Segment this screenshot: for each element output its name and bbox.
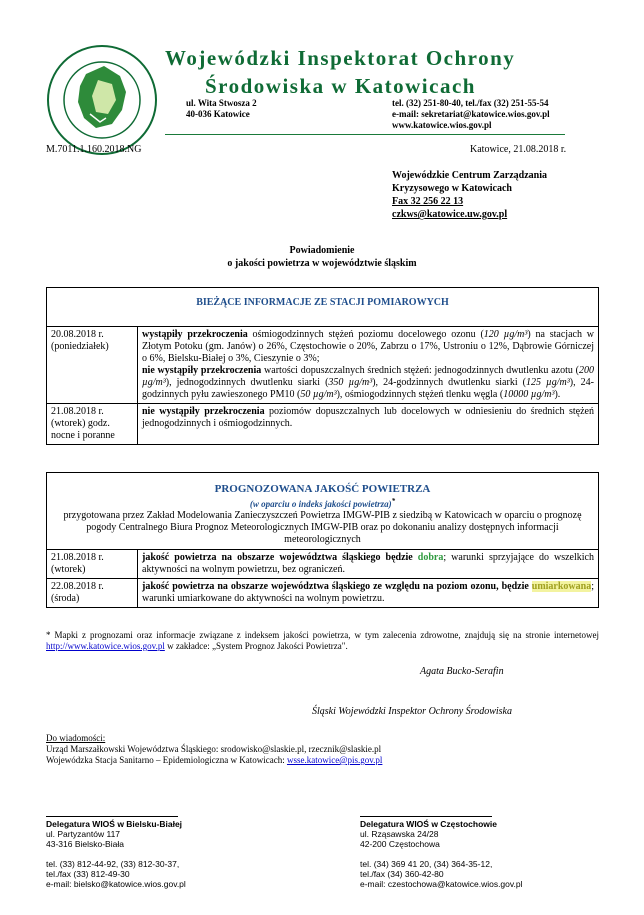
forecast-intro: przygotowana przez Zakład Modelowania Zanieczyszczeń Powietrza IMGW-PIB z siedzibą w Katowicach w oparciu o prognozę pogody Centralnego Biura Prognoz Meteorologicznych IMGW-PIB oraz po dokonaniu analizy dostępnych informacji meteorologicznych (63, 510, 582, 545)
text-fragment: wartości dopuszczalnych średnich stężeń: jednogodzinnych dwutlenku azotu ( (261, 365, 579, 376)
no-exceedance-label: nie wystąpiły przekroczenia (142, 365, 262, 376)
signature-role: Śląski Wojewódzki Inspektor Ochrony Środowiska (312, 706, 512, 717)
address-line-2: 40-036 Katowice (186, 109, 250, 119)
text-fragment: ). (554, 389, 561, 400)
recipient-line-2: Kryzysowego w Katowicach (392, 183, 512, 194)
table-row (47, 404, 599, 445)
row-date: 22.08.2018 r. (51, 581, 104, 592)
exceedance-paragraph (142, 329, 594, 365)
row-date: 21.08.2018 r. (51, 406, 104, 417)
contact-line-1: tel. (32) 251-80-40, tel./fax (32) 251-55-54 (392, 98, 549, 108)
title-line-2: Środowiska w Katowicach (205, 74, 476, 98)
current-info-table (46, 287, 599, 445)
unit: 350 µg/m³ (328, 377, 373, 388)
table-row (47, 327, 599, 404)
document-reference: M.7011.1.160.2018.NG (46, 144, 142, 155)
recipient-email[interactable]: czkws@katowice.uw.gov.pl (392, 209, 508, 220)
distribution-text: Wojewódzka Stacja Sanitarno – Epidemiologiczna w Katowicach: (46, 755, 287, 765)
row-day: (środa) (51, 593, 80, 604)
unit: 10000 µg/m³ (503, 389, 555, 400)
forecast-statement: jakość powietrza na obszarze województwa śląskiego ze względu na poziom ozonu, będzie (142, 581, 529, 592)
forecast-subheading-text: (w oparciu o indeks jakości powietrza) (249, 499, 392, 509)
place-date: Katowice, 21.08.2018 r. (470, 144, 567, 155)
signature-name: Agata Bucko-Serafin (420, 666, 504, 677)
current-heading: BIEŻĄCE INFORMACJE ZE STACJI POMIAROWYCH (196, 297, 449, 308)
wios-logo (46, 44, 158, 156)
distribution-line-1: Urząd Marszałkowski Województwa Śląskiego: srodowisko@slaskie.pl, rzecznik@slaskie.pl (46, 744, 382, 754)
branch-phone: tel. (33) 812-44-92, (33) 812-30-37, (46, 859, 180, 869)
forecast-heading: PROGNOZOWANA JAKOŚĆ POWIETRZA (214, 483, 431, 495)
forecast-heading-row (47, 473, 599, 550)
footnote-text: w zakładce: „System Prognoz Jakości Powietrza". (164, 641, 348, 651)
branch-phone: tel. (34) 369 41 20, (34) 364-35-12, (360, 859, 493, 869)
text-fragment: ), ośmiogodzinnych stężeń tlenku węgla ( (336, 389, 504, 400)
text-fragment: ) na stacjach w Złotym Potoku (gm. Janów) o 26%, Częstochowie o 20%, Zabrzu o 17%, Ustroniu o 12%, Dąbrowie Górniczej o 6%, Bielsku-Białej o 3%, Cieszynie o 3%; (142, 329, 594, 364)
row-day: (wtorek) godz. nocne i poranne (51, 418, 115, 441)
footer-right-branch (360, 819, 522, 889)
notice-subtitle: o jakości powietrza w województwie śląskim (227, 258, 417, 269)
contact-line-3: www.katowice.wios.gov.pl (392, 120, 492, 130)
recipient-fax: Fax 32 256 22 13 (392, 196, 464, 207)
footnote-marker: * (391, 497, 396, 505)
branch-title: Delegatura WIOŚ w Częstochowie (360, 819, 497, 829)
distribution-link[interactable]: wsse.katowice@pis.gov.pl (286, 755, 383, 765)
unit: 120 µg/m³ (483, 329, 528, 340)
address-line-1: ul. Wita Stwosza 2 (186, 98, 257, 108)
contact-line-2: e-mail: sekretariat@katowice.wios.gov.pl (392, 109, 550, 119)
branch-address-2: 42-200 Częstochowa (360, 839, 440, 849)
branch-title: Delegatura WIOŚ w Bielsku-Białej (46, 819, 183, 829)
footer-divider-right (360, 816, 492, 817)
recipient-line-1: Wojewódzkie Centrum Zarządzania (392, 170, 547, 181)
text-fragment: ; warunki umiarkowane do aktywności na wolnym powietrzu. (142, 581, 594, 604)
forecast-subheading (53, 495, 592, 510)
branch-fax: tel./fax (33) 812-49-30 (46, 869, 130, 879)
title-line-1: Wojewódzki Inspektorat Ochrony (165, 46, 516, 70)
air-quality-level-good: dobra (417, 552, 444, 563)
unit: 200 µg/m³ (142, 365, 594, 388)
row-day: (poniedziałek) (51, 341, 109, 352)
distribution-line-2 (46, 755, 382, 766)
branch-address-1: ul. Rząsawska 24/28 (360, 829, 439, 839)
text-fragment: ), 24-godzinnych dwutlenku siarki ( (372, 377, 526, 388)
footnote (46, 630, 599, 652)
footer-divider-left (46, 816, 178, 817)
footer-left-branch (46, 819, 186, 889)
branch-email: e-mail: czestochowa@katowice.wios.gov.pl (360, 879, 523, 889)
table-row (47, 579, 599, 608)
unit: 50 µg/m³ (300, 389, 337, 400)
no-exceedance-paragraph (142, 365, 594, 401)
footnote-text: * Mapki z prognozami oraz informacje związane z indeksem jakości powietrza, w tym zalecenia zdrowotne, znajdują się na stronie internetowej (46, 630, 599, 640)
notice-title: Powiadomienie (289, 245, 355, 256)
branch-fax: tel./fax (34) 360-42-80 (360, 869, 444, 879)
text-fragment: ; warunki sprzyjające do wszelkich aktywności na wolnym powietrzu, bez ograniczeń. (142, 552, 594, 575)
distribution-heading: Do wiadomości: (46, 733, 106, 743)
unit: 125 µg/m³ (525, 377, 570, 388)
current-heading-row (47, 288, 599, 327)
header-divider (165, 134, 565, 135)
forecast-table (46, 472, 599, 608)
footnote-link[interactable]: http://www.katowice.wios.gov.pl (46, 641, 165, 651)
text-fragment: ), 24-godzinnych pyłu zawieszonego PM10 ( (142, 377, 594, 400)
exceedance-label: wystąpiły przekroczenia (142, 329, 248, 340)
table-row (47, 550, 599, 579)
text-fragment: poziomów dopuszczalnych lub docelowych w odniesieniu do średnich stężeń jednogodzinnych i ośmiogodzinnych. (142, 406, 594, 429)
no-exceedance-label: nie wystąpiły przekroczenia (142, 406, 265, 417)
text-fragment: ), jednogodzinnych dwutlenku siarki ( (165, 377, 329, 388)
row-date: 20.08.2018 r. (51, 329, 104, 340)
air-quality-level-moderate: umiarkowana (531, 581, 592, 592)
branch-email: e-mail: bielsko@katowice.wios.gov.pl (46, 879, 186, 889)
branch-address-2: 43-316 Bielsko-Biała (46, 839, 124, 849)
row-day: (wtorek) (51, 564, 86, 575)
text-fragment: ośmiogodzinnych stężeń poziomu docelowego ozonu ( (247, 329, 484, 340)
forecast-statement: jakość powietrza na obszarze województwa śląskiego będzie (142, 552, 413, 563)
branch-address-1: ul. Partyzantów 117 (46, 829, 121, 839)
row-date: 21.08.2018 r. (51, 552, 104, 563)
